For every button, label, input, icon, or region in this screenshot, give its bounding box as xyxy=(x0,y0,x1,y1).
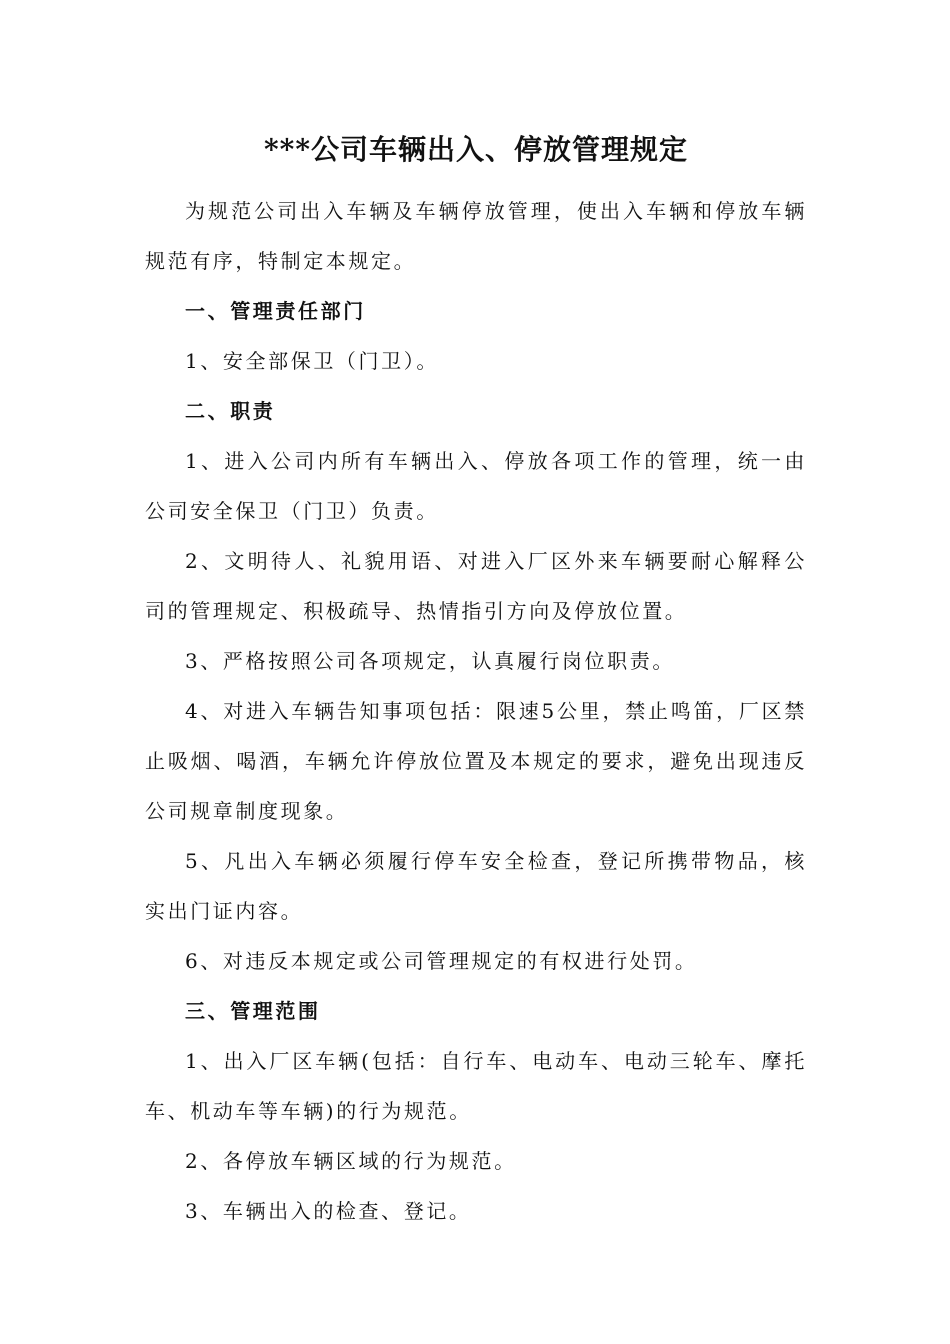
section-2-item-4: 4、对进入车辆告知事项包括：限速5公里，禁止鸣笛，厂区禁止吸烟、喝酒，车辆允许停放位置及本规定的要求，避免出现违反公司规章制度现象。 xyxy=(145,699,807,823)
section-3-item-3: 3、车辆出入的检查、登记。 xyxy=(185,1199,472,1223)
section-2-item-6: 6、对违反本规定或公司管理规定的有权进行处罚。 xyxy=(185,949,698,973)
section-3-item-1: 1、出入厂区车辆(包括：自行车、电动车、电动三轮车、摩托车、机动车等车辆)的行为规范。 xyxy=(145,1049,807,1123)
section-1-item-1: 1、安全部保卫（门卫）。 xyxy=(185,349,439,373)
section-heading-responsible-department: 一、管理责任部门 xyxy=(185,299,366,323)
section-2-item-5: 5、凡出入车辆必须履行停车安全检查，登记所携带物品，核实出门证内容。 xyxy=(145,849,807,923)
section-2-item-2: 2、文明待人、礼貌用语、对进入厂区外来车辆要耐心解释公司的管理规定、积极疏导、热情指引方向及停放位置。 xyxy=(145,549,807,623)
document-title: ***公司车辆出入、停放管理规定 xyxy=(264,133,688,166)
document-page xyxy=(145,130,807,1236)
intro-paragraph: 为规范公司出入车辆及车辆停放管理，使出入车辆和停放车辆规范有序，特制定本规定。 xyxy=(145,199,807,273)
section-heading-duties: 二、职责 xyxy=(185,399,276,423)
section-2-item-3: 3、严格按照公司各项规定，认真履行岗位职责。 xyxy=(185,649,675,673)
section-3-item-2: 2、各停放车辆区域的行为规范。 xyxy=(185,1149,517,1173)
section-heading-scope: 三、管理范围 xyxy=(185,999,321,1023)
section-2-item-1: 1、进入公司内所有车辆出入、停放各项工作的管理，统一由公司安全保卫（门卫）负责。 xyxy=(145,449,807,523)
